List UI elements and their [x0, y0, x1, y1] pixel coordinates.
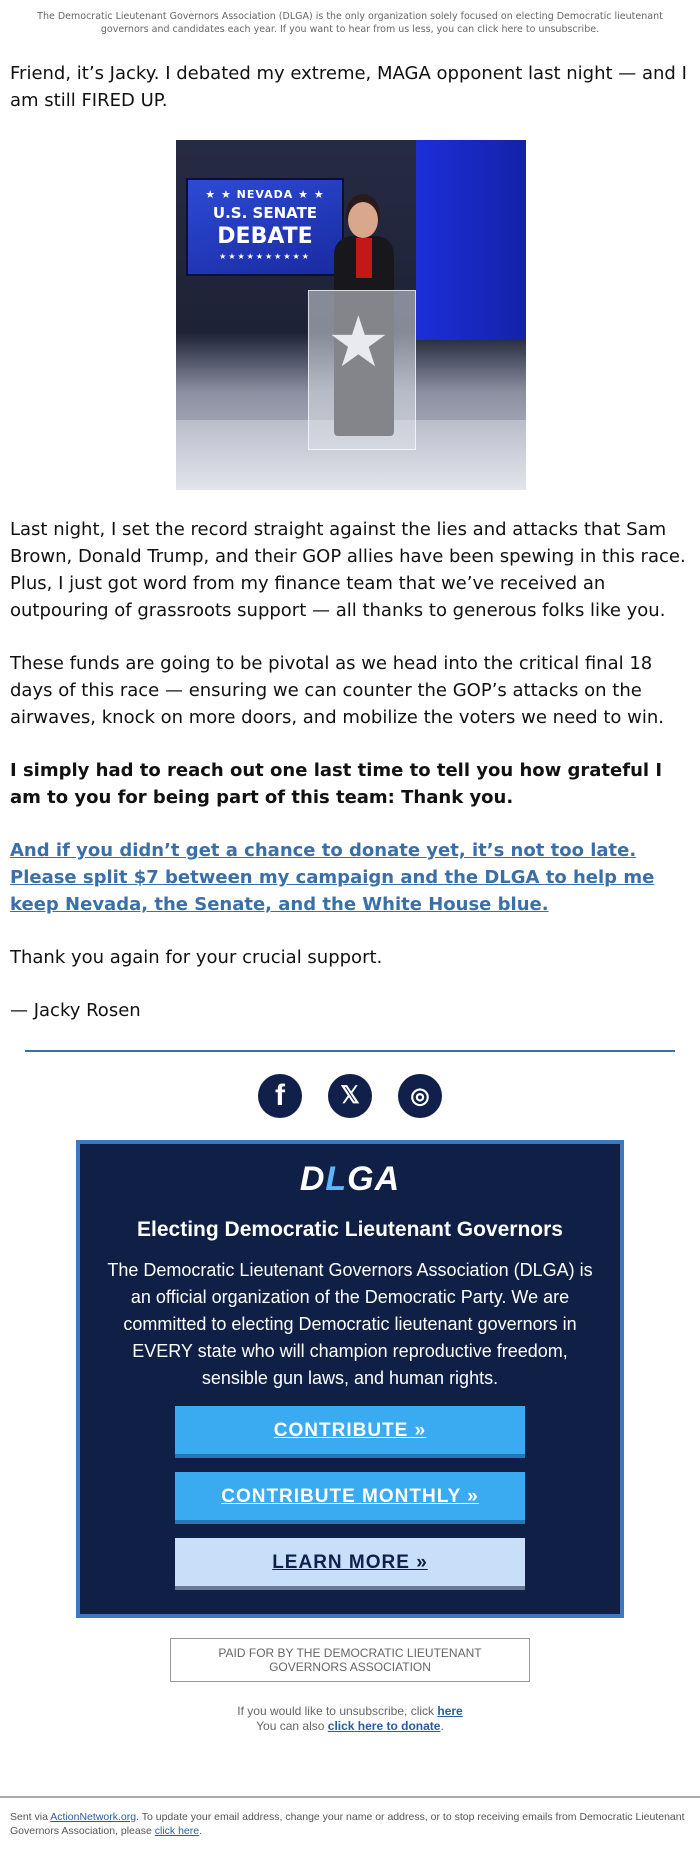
unsubscribe-block: If you would like to unsubscribe, click here You can also click here to donate. [237, 1704, 463, 1733]
screen-line-4: ★★★★★★★★★★ [219, 252, 311, 261]
paragraph-record: Last night, I set the record straight against the lies and attacks that Sam Brown, Donald Trump, and their GOP allies have been spewing in this race. Plus, I just got word from my finance team that we’ve received an outpouring of grassroots support — all thanks to generous folks like you. [10, 519, 686, 621]
instagram-icon[interactable]: ◎ [398, 1074, 442, 1118]
donate-footer-link[interactable]: click here to donate [327, 1719, 441, 1733]
actionnetwork-link[interactable]: ActionNetwork.org [50, 1811, 137, 1823]
intro-paragraph: Friend, it’s Jacky. I debated my extreme, MAGA opponent last night — and I am still FIRED UP. [10, 63, 687, 111]
divider [25, 1050, 675, 1052]
facebook-icon[interactable]: f [258, 1074, 302, 1118]
signoff: — Jacky Rosen [10, 1000, 141, 1021]
social-links [0, 1074, 700, 1120]
podium [308, 290, 416, 450]
paragraph-thanks: I simply had to reach out one last time to tell you how grateful I am to you for being part of this team: Thank you. [10, 760, 663, 808]
x-twitter-icon[interactable]: 𝕏 [328, 1074, 372, 1118]
learn-more-button[interactable]: LEARN MORE » [175, 1538, 525, 1590]
paragraph-funds: These funds are going to be pivotal as we head into the critical final 18 days of this race — ensuring we can counter the GOP’s attacks on the airwaves, knock on more doors, and mobilize the voters we need to win. [10, 653, 665, 728]
dlga-panel [76, 1140, 624, 1618]
preheader-text: The Democratic Lieutenant Governors Association (DLGA) is the only organization solely focused on electing Democratic lieutenant governors and candidates each year. If you want to hear from us less, you can click here to unsubscribe. [37, 11, 663, 35]
panel-heading: Electing Democratic Lieutenant Governors [137, 1218, 563, 1241]
paid-for-disclaimer: PAID FOR BY THE DEMOCRATIC LIEUTENANT GOVERNORS ASSOCIATION [170, 1638, 530, 1682]
manage-subscription-link[interactable]: click here [154, 1825, 200, 1837]
contribute-button[interactable]: CONTRIBUTE » [175, 1406, 525, 1458]
donate-link[interactable]: And if you didn’t get a chance to donate yet, it’s not too late. Please split $7 between my campaign and the DLGA to help me keep Nevada, the Senate, and the White House blue. [10, 840, 655, 915]
dlga-logo: DLGA [299, 1160, 401, 1198]
donate-paragraph [10, 837, 692, 918]
screen-line-2: U.S. SENATE [212, 204, 318, 222]
footer: Sent via ActionNetwork.org. To update your email address, change your name or address, or to stop receiving emails from Democratic Lieutenant Governors Association, please click here. [0, 1796, 700, 1838]
unsubscribe-link[interactable]: here [437, 1704, 463, 1718]
screen-line-3: DEBATE [217, 224, 313, 249]
panel-description: The Democratic Lieutenant Governors Association (DLGA) is an official organization of the Democratic Party. We are committed to electing Democratic lieutenant governors in EVERY state who will champion reproductive freedom, sensible gun laws, and human rights. [107, 1260, 593, 1388]
letter-body [8, 60, 692, 1024]
star-icon: ★ [327, 301, 390, 383]
paragraph-closing: Thank you again for your crucial support. [10, 947, 383, 968]
debate-photo [176, 140, 526, 490]
screen-line-1: ★ ★ NEVADA ★ ★ [205, 188, 325, 201]
debate-screen-graphic [186, 178, 344, 276]
contribute-monthly-button[interactable]: CONTRIBUTE MONTHLY » [175, 1472, 525, 1524]
